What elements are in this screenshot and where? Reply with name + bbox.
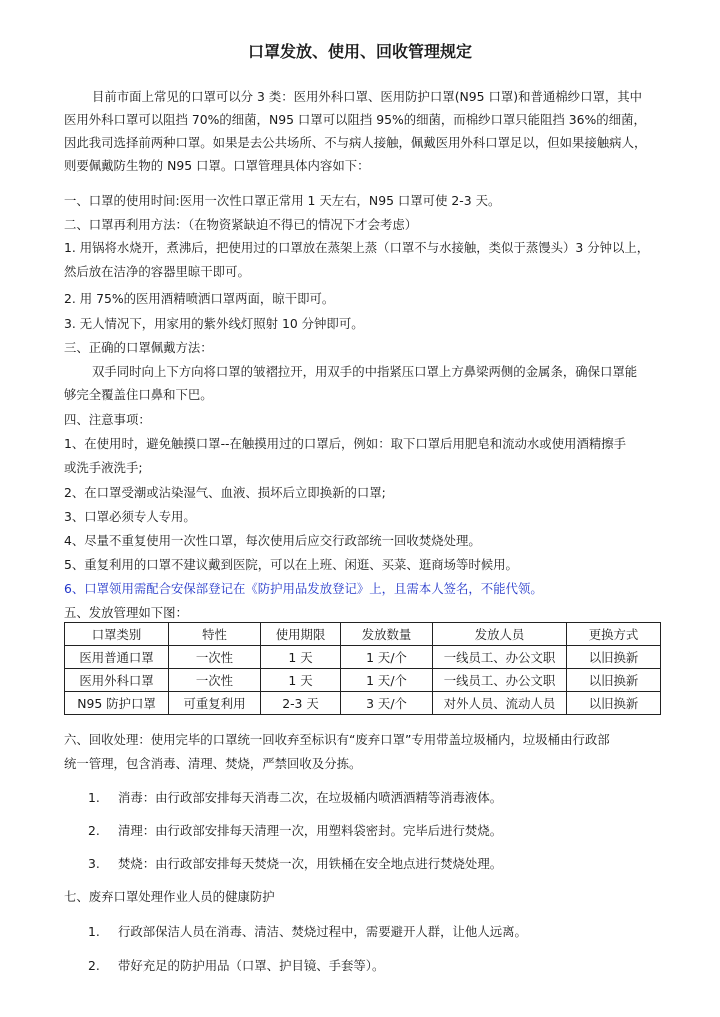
table-row	[65, 646, 661, 669]
section-3-heading: 三、正确的口罩佩戴方法：	[64, 340, 213, 355]
section-2-line: 2. 用 75%的医用酒精喷洒口罩两面，晾干即可。	[64, 291, 335, 306]
section-4-line: 1、在使用时，避免触摸口罩--在触摸用过的口罩后，例如：取下口罩后用肥皂和流动水或使用酒精擦手	[64, 436, 627, 451]
table-cell: 医用外科口罩	[65, 669, 169, 692]
section-3-line: 够完全覆盖住口鼻和下巴。	[64, 387, 213, 402]
table-cell: 一线员工、办公文职	[433, 669, 567, 692]
table-cell: 一线员工、办公文职	[433, 646, 567, 669]
document-title: 口罩发放、使用、回收管理规定	[247, 42, 472, 61]
table-cell: 一次性	[169, 646, 261, 669]
list-item: 清理：由行政部安排每天清理一次，用塑料袋密封。完毕后进行焚烧。	[118, 823, 503, 838]
list-item-number: 2.	[88, 958, 100, 973]
section-4-line: 3、口罩必须专人专用。	[64, 509, 196, 524]
table-cell: 3 天/个	[341, 692, 433, 715]
table-row	[65, 669, 661, 692]
table-cell: 1 天/个	[341, 646, 433, 669]
section-6-line: 六、回收处理：使用完毕的口罩统一回收弃至标识有“废弃口罩”专用带盖垃圾桶内，垃圾桶由行政部	[64, 732, 610, 747]
table-cell: 医用普通口罩	[65, 646, 169, 669]
section-6-line: 统一管理，包含消毒、清理、焚烧，严禁回收及分拣。	[64, 756, 362, 771]
intro-line: 医用外科口罩可以阻挡 70%的细菌，N95 口罩可以阻挡 95%的细菌，而棉纱口罩只能阻挡 36%的细菌，	[64, 112, 646, 127]
section-4-line: 4、尽量不重复使用一次性口罩，每次使用后应交行政部统一回收焚烧处理。	[64, 533, 481, 548]
list-item-number: 1.	[88, 790, 100, 805]
issue-table	[64, 622, 661, 715]
table-cell: 以旧换新	[567, 669, 661, 692]
table-header-cell: 特性	[169, 623, 261, 646]
section-4-highlight-note: 6、口罩领用需配合安保部登记在《防护用品发放登记》上，且需本人签名，不能代领。	[64, 581, 543, 596]
table-header-cell: 更换方式	[567, 623, 661, 646]
table-header-cell: 发放数量	[341, 623, 433, 646]
section-4-line: 2、在口罩受潮或沾染湿气、血液、损坏后立即换新的口罩;	[64, 485, 386, 500]
section-7-heading: 七、废弃口罩处理作业人员的健康防护	[64, 889, 275, 904]
table-cell: 以旧换新	[567, 692, 661, 715]
section-1-usage-time: 一、口罩的使用时间:医用一次性口罩正常用 1 天左右，N95 口罩可使 2-3 天。	[64, 193, 501, 208]
list-item: 带好充足的防护用品（口罩、护目镜、手套等）。	[118, 958, 385, 973]
table-cell: 对外人员、流动人员	[433, 692, 567, 715]
section-4-line: 5、重复利用的口罩不建议戴到医院，可以在上班、闲逛、买菜、逛商场等时候用。	[64, 557, 518, 572]
list-item: 消毒：由行政部安排每天消毒二次，在垃圾桶内喷洒酒精等消毒液体。	[118, 790, 503, 805]
section-2-line: 然后放在洁净的容器里晾干即可。	[64, 264, 250, 279]
table-cell: 以旧换新	[567, 646, 661, 669]
table-header-cell: 口罩类别	[65, 623, 169, 646]
section-5-heading: 五、发放管理如下图：	[64, 605, 188, 620]
table-cell: 可重复利用	[169, 692, 261, 715]
table-row	[65, 692, 661, 715]
section-2-line: 1. 用锅将水烧开，煮沸后，把使用过的口罩放在蒸架上蒸（口罩不与水接触，类似于蒸馒头）3 分钟以上，	[64, 240, 650, 255]
table-cell: 1 天	[261, 669, 341, 692]
table-cell: 1 天/个	[341, 669, 433, 692]
table-header-row	[65, 623, 661, 646]
table-cell: 一次性	[169, 669, 261, 692]
intro-line: 目前市面上常见的口罩可以分 3 类：医用外科口罩、医用防护口罩(N95 口罩)和普通棉纱口罩，其中	[92, 89, 643, 104]
table-header-cell: 使用期限	[261, 623, 341, 646]
list-item: 焚烧：由行政部安排每天焚烧一次，用铁桶在安全地点进行焚烧处理。	[118, 856, 503, 871]
list-item-number: 1.	[88, 924, 100, 939]
section-2-heading: 二、口罩再利用方法：（在物资紧缺迫不得已的情况下才会考虑）	[64, 217, 418, 232]
section-2-line: 3. 无人情况下，用家用的紫外线灯照射 10 分钟即可。	[64, 316, 364, 331]
list-item-number: 3.	[88, 856, 100, 871]
table-cell: 2-3 天	[261, 692, 341, 715]
table-header-cell: 发放人员	[433, 623, 567, 646]
table-cell: 1 天	[261, 646, 341, 669]
section-4-heading: 四、注意事项：	[64, 412, 151, 427]
intro-line: 则要佩戴防生物的 N95 口罩。口罩管理具体内容如下：	[64, 158, 370, 173]
list-item: 行政部保洁人员在消毒、清洁、焚烧过程中，需要避开人群，让他人远离。	[118, 924, 527, 939]
section-4-line: 或洗手液洗手;	[64, 460, 143, 475]
table-cell: N95 防护口罩	[65, 692, 169, 715]
intro-line: 因此我司选择前两种口罩。如果是去公共场所、不与病人接触，佩戴医用外科口罩足以，但如果接触病人，	[64, 135, 647, 150]
list-item-number: 2.	[88, 823, 100, 838]
section-3-line: 双手同时向上下方向将口罩的皱褶拉开，用双手的中指紧压口罩上方鼻梁两侧的金属条，确保口罩能	[92, 364, 638, 379]
